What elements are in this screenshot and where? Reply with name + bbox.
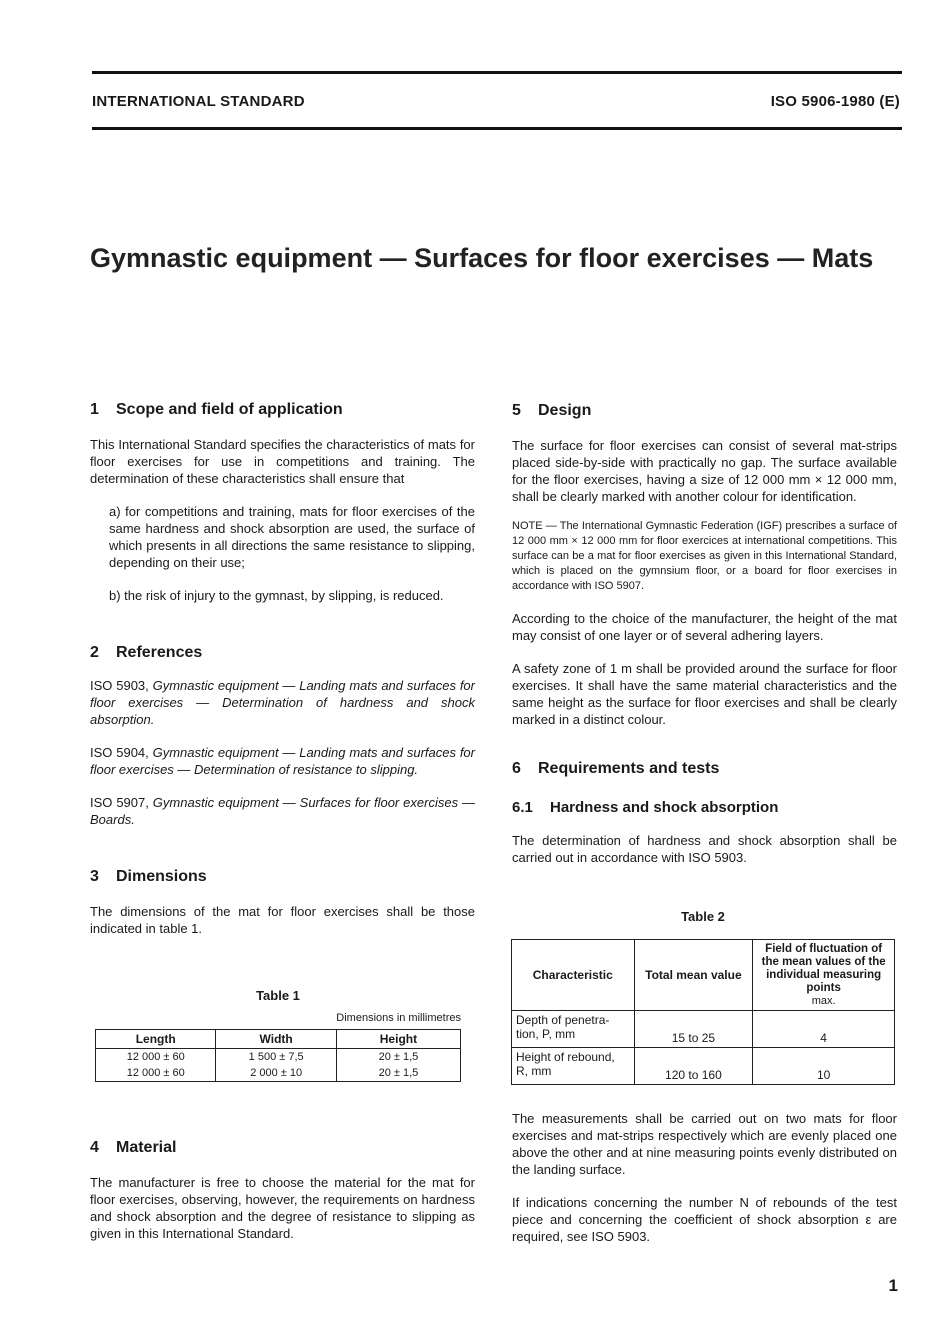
table-cell: 2 000 ± 10 [216,1065,336,1082]
reference-code: ISO 5904, [90,745,149,760]
table-cell: 120 to 160 [634,1048,753,1085]
table-row [96,1049,461,1066]
table-cell: Depth of penetra-tion, P, mm [512,1011,635,1048]
design-paragraph-3: A safety zone of 1 m shall be provided around the surface for floor exercises. It shall have the same material characteristics and the same height as the surface for floor exercises and shall be clearly marked in a distinct colour. [512,661,897,727]
section-number: 3 [90,868,99,885]
table-1-caption: Table 1 [256,988,300,1003]
right-column-bottom [512,1110,897,1245]
table-cell: 15 to 25 [634,1011,753,1048]
table-cell: Height of rebound, R, mm [512,1048,635,1085]
material-paragraph: The manufacturer is free to choose the material for the mat for floor exercises, observing, however, the requirements on hardness and shock absorption and the degree of resistance to slipping as given in this International Standard. [90,1175,475,1241]
column-header: Total mean value [634,940,753,1011]
table-cell: 4 [753,1011,895,1048]
section-4-heading [90,1139,475,1156]
left-column-material [90,1139,475,1242]
section-title: Material [116,1139,177,1156]
section-title: Requirements and tests [538,760,720,777]
subsection-number: 6.1 [512,799,533,816]
design-paragraph-2: According to the choice of the manufacturer, the height of the mat may consist of one layer or of several adhering layers. [512,611,897,643]
table-header-row [96,1030,461,1049]
section-3-heading [90,868,475,885]
subsection-6-1-heading [512,799,897,816]
table-cell: 12 000 ± 60 [96,1065,216,1082]
reference-iso-5907 [90,794,475,828]
design-paragraph-1: The surface for floor exercises can consist of several mat-strips placed side-by-side with practically no gap. The surface available for the floor exercises, having a size of 12 000 mm × 12 000 mm, shall be clearly marked with another colour for identification. [512,438,897,504]
section-number: 4 [90,1139,99,1156]
column-header: Width [216,1030,336,1049]
table-cell: 20 ± 1,5 [336,1065,460,1082]
table-1 [95,1029,461,1082]
document-title: Gymnastic equipment — Surfaces for floor exercises — Mats [90,243,874,273]
scope-item-b: b) the risk of injury to the gymnast, by slipping, is reduced. [109,588,444,603]
subsection-title: Hardness and shock absorption [550,799,779,816]
column-header-max: max. [811,994,836,1007]
section-title: References [116,644,203,661]
measurements-paragraph: The measurements shall be carried out on two mats for floor exercises and mat-strips respectively which are evenly placed one above the other and at nine measuring points evenly distributed on the landing surface. [512,1111,897,1177]
column-header: Length [96,1030,216,1049]
section-title: Scope and field of application [116,401,343,418]
scope-item-a: a) for competitions and training, mats for floor exercises of the same hardness and shock absorption are used, the surface of which presents in all directions the same resistance to slipping, depending on their use; [109,504,475,570]
section-number: 6 [512,760,521,777]
section-number: 5 [512,402,521,419]
header-standard-label: INTERNATIONAL STANDARD [92,93,305,110]
section-6-heading [512,760,897,777]
page-number: 1 [888,1276,898,1295]
section-title: Dimensions [116,868,207,885]
table-header-row [512,940,895,1011]
dimensions-paragraph: The dimensions of the mat for floor exercises shall be those indicated in table 1. [90,904,475,936]
header-bottom-rule [92,127,902,130]
reference-iso-5903 [90,677,475,728]
section-number: 2 [90,644,99,661]
table-cell: 20 ± 1,5 [336,1049,460,1066]
table-row [96,1065,461,1082]
reference-code: ISO 5903, [90,678,149,693]
column-header-fluctuation [753,940,895,1011]
table-1-units: Dimensions in millimetres [336,1012,461,1024]
scope-paragraph: This International Standard specifies the characteristics of mats for floor exercises for use in competitions and training. The determination of these characteristics shall ensure that [90,437,475,486]
section-2-heading [90,644,475,661]
table-2 [511,939,895,1085]
hardness-paragraph: The determination of hardness and shock absorption shall be carried out in accordance with ISO 5903. [512,833,897,865]
table-row [512,1011,895,1048]
reference-title: Gymnastic equipment — Landing mats and surfaces for floor exercises — Determination of resistance to slipping. [90,745,475,777]
design-note: NOTE — The International Gymnastic Federation (IGF) prescribes a surface of 12 000 mm × 12 000 mm for floor exercices at international competitions. This surface can be a mat for floor exercises as given in this International Standard, which is placed on the gymnsium floor, or a board for floor exercises in accordance with ISO 5907. [512,520,897,592]
header-top-rule [92,71,902,74]
table-row [512,1048,895,1085]
section-1-heading [90,401,475,418]
reference-title: Gymnastic equipment — Surfaces for floor exercises — Boards. [90,795,475,827]
reference-iso-5904 [90,744,475,778]
table-2-caption: Table 2 [681,909,725,924]
section-number: 1 [90,401,99,418]
header-standard-number: ISO 5906-1980 (E) [770,93,900,110]
table-cell: 1 500 ± 7,5 [216,1049,336,1066]
column-header: Height [336,1030,460,1049]
column-header-text: Field of fluctuation of the mean values of the individual measuring points [761,942,886,994]
indications-paragraph: If indications concerning the number N of rebounds of the test piece and concerning the coefficient of shock absorption ε are required, see ISO 5903. [512,1195,897,1244]
column-header: Characteristic [512,940,635,1011]
section-title: Design [538,402,592,419]
table-cell: 12 000 ± 60 [96,1049,216,1066]
reference-title: Gymnastic equipment — Landing mats and surfaces for floor exercises — Determination of hardness and shock absorption. [90,678,475,727]
right-column [512,402,897,866]
table-cell: 10 [753,1048,895,1085]
section-5-heading [512,402,897,419]
reference-code: ISO 5907, [90,795,149,810]
left-column [90,401,475,937]
